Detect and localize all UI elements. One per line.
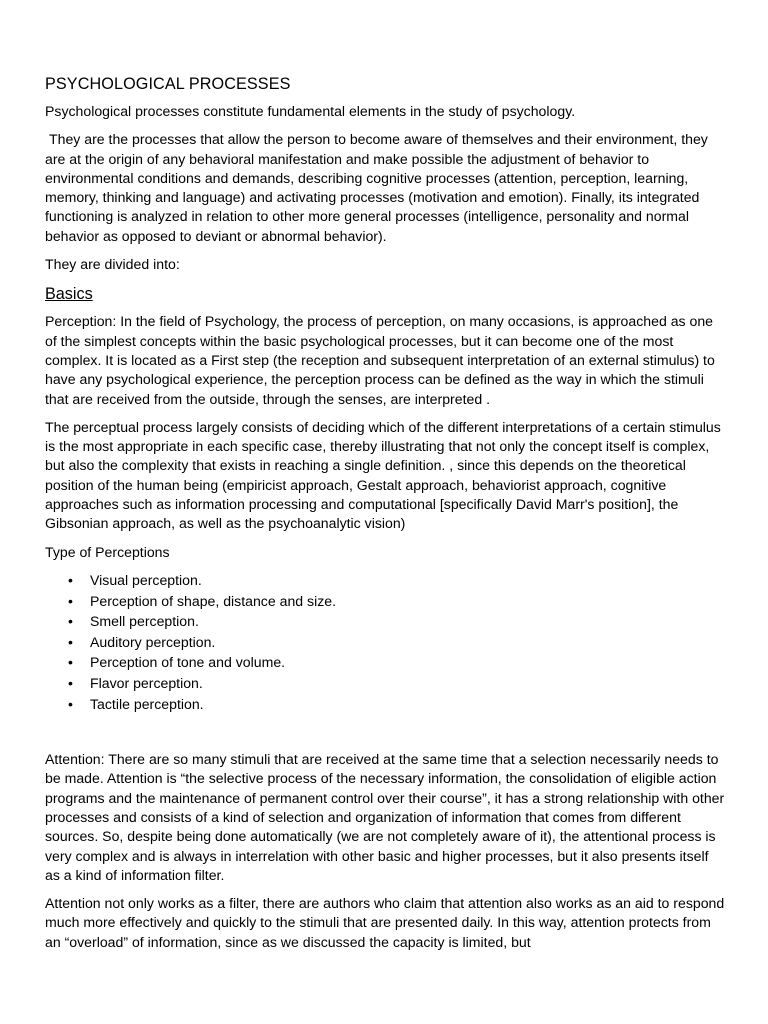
list-item: • Visual perception. (90, 570, 725, 591)
perception-types-list (45, 570, 725, 714)
document-title: PSYCHOLOGICAL PROCESSES (45, 75, 291, 93)
types-heading: Type of Perceptions (45, 543, 170, 560)
section-heading-basics: Basics (45, 285, 93, 304)
list-item: • Perception of shape, distance and size. (90, 591, 725, 612)
processes-paragraph: They are the processes that allow the person to become aware of themselves and their environment, they are at the origin of any behavioral manifestation and make possible the adjustment of behavior to environmental conditions and demands, describing cognitive processes (attention, perception, learning, memory, thinking and language) and activating processes (motivation and emotion). Finally, its integrated functioning is analyzed in relation to other more general processes (intelligence, personality and normal behavior as opposed to deviant or abnormal behavior). (45, 131, 708, 244)
spacer (45, 714, 725, 750)
divided-into-text: They are divided into: (45, 256, 180, 273)
list-item: • Tactile perception. (90, 694, 725, 715)
perception-paragraph: Perception: In the field of Psychology, the process of perception, on many occasions, is approached as one of the simplest concepts within the basic psychological processes, but it can become one of the most complex. It is located as a First step (the reception and subsequent interpretation of an external stimulus) to have any psychological experience, the perception process can be defined as the way in which the stimuli that are received from the outside, through the senses, are interpreted . (45, 313, 715, 407)
intro-paragraph: Psychological processes constitute fundamental elements in the study of psychology. (45, 103, 576, 119)
list-item: • Smell perception. (90, 611, 725, 632)
list-item: • Perception of tone and volume. (90, 652, 725, 673)
list-item: • Flavor perception. (90, 673, 725, 694)
document-page (45, 74, 725, 961)
perceptual-process-paragraph: The perceptual process largely consists of deciding which of the different interpretations of a certain stimulus is the most appropriate in each specific case, thereby illustrating that not only the concept itself is complex, but also the complexity that exists in reaching a single definition. , since this depends on the theoretical position of the human being (empiricist approach, Gestalt approach, behaviorist approach, cognitive approaches such as information processing and computational [specifically David Marr's position], the Gibsonian approach, as well as the psychoanalytic vision) (45, 418, 721, 532)
list-item: • Auditory perception. (90, 632, 725, 653)
attention-filter-paragraph: Attention not only works as a filter, there are authors who claim that attention also works as an aid to respond much more effectively and quickly to the stimuli that are presented daily. In this way, attention protects from an “overload” of information, since as we discussed the capacity is limited, but (45, 895, 725, 950)
attention-paragraph: Attention: There are so many stimuli that are received at the same time that a selection necessarily needs to be made. Attention is “the selective process of the necessary information, the consolidation of eligible action programs and the maintenance of permanent control over their course”, it has a strong relationship with other processes and consists of a kind of selection and organization of information that comes from different sources. So, despite being done automatically (we are not completely aware of it), the attentional process is very complex and is always in interrelation with other basic and higher processes, but it also presents itself as a kind of information filter. (45, 751, 725, 883)
